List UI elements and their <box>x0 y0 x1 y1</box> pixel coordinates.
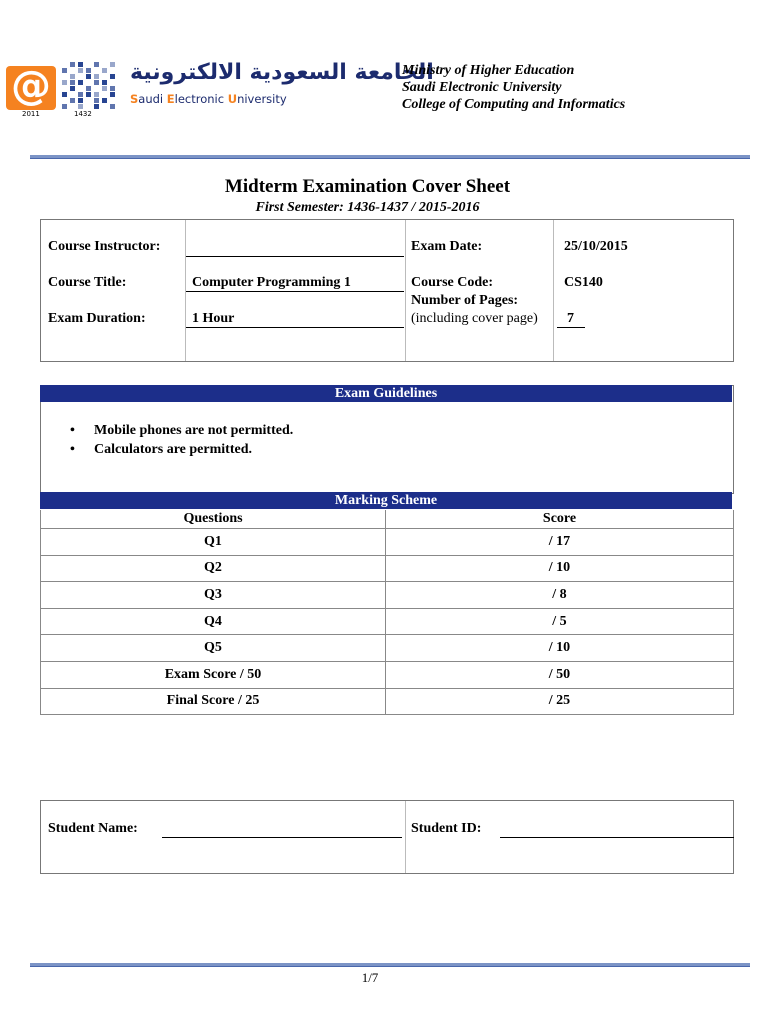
column-divider <box>405 220 406 361</box>
logo-pixel <box>70 62 75 67</box>
logo-pixel <box>110 86 115 91</box>
student-name-label: Student Name: <box>48 821 138 836</box>
logo-pixel <box>70 80 75 85</box>
logo-pixel <box>86 86 91 91</box>
student-id-label: Student ID: <box>411 821 482 836</box>
logo-pixel <box>110 62 115 67</box>
table-row <box>41 529 734 556</box>
score-cell: / 10 <box>386 555 734 582</box>
pages-sub-label: (including cover page) <box>411 311 538 326</box>
logo-pixel <box>62 104 67 109</box>
page-subtitle: First Semester: 1436-1437 / 2015-2016 <box>255 200 480 215</box>
logo-pixel <box>86 68 91 73</box>
exam-date-label: Exam Date: <box>411 239 483 254</box>
university-line: Saudi Electronic University <box>402 80 562 95</box>
guidelines-heading: Exam Guidelines <box>40 385 732 402</box>
logo-year-gregorian: 2011 <box>22 110 40 118</box>
logo-pixel <box>78 80 83 85</box>
score-cell: / 17 <box>386 529 734 556</box>
list-item: • Mobile phones are not permitted. <box>70 421 293 440</box>
table-row <box>41 582 734 609</box>
university-logo <box>6 60 434 122</box>
question-cell: Final Score / 25 <box>41 688 386 715</box>
course-instructor-field[interactable] <box>186 239 404 257</box>
list-item: • Calculators are permitted. <box>70 440 293 459</box>
logo-pixel <box>70 98 75 103</box>
score-cell: / 50 <box>386 661 734 688</box>
question-cell: Q5 <box>41 635 386 662</box>
logo-pixel <box>110 92 115 97</box>
logo-pixel <box>102 80 107 85</box>
logo-pixel <box>94 74 99 79</box>
score-cell: / 5 <box>386 608 734 635</box>
logo-pixel <box>78 98 83 103</box>
institution-header <box>402 62 625 113</box>
logo-english-name: Saudi Electronic University <box>130 92 287 106</box>
page-number: 1/7 <box>361 970 379 985</box>
marking-scheme-heading: Marking Scheme <box>40 492 732 509</box>
score-cell: / 8 <box>386 582 734 609</box>
question-cell: Q3 <box>41 582 386 609</box>
table-row <box>41 688 734 715</box>
logo-pixel <box>102 98 107 103</box>
logo-pixel <box>70 86 75 91</box>
table-header-row <box>41 510 734 529</box>
student-id-field[interactable] <box>500 821 734 838</box>
course-title-label: Course Title: <box>48 275 127 290</box>
course-code-label: Course Code: <box>411 275 494 290</box>
logo-pixel <box>62 80 67 85</box>
logo-pixel <box>62 92 67 97</box>
logo-pixel <box>62 68 67 73</box>
ministry-line: Ministry of Higher Education <box>402 63 575 78</box>
logo-pixel <box>94 104 99 109</box>
table-row <box>41 555 734 582</box>
logo-pixel <box>86 74 91 79</box>
logo-pixel <box>86 92 91 97</box>
logo-pixel <box>94 98 99 103</box>
column-divider <box>405 801 406 873</box>
bottom-divider <box>30 963 750 967</box>
course-instructor-label: Course Instructor: <box>48 239 161 254</box>
score-column-header: Score <box>386 510 734 529</box>
question-cell: Q2 <box>41 555 386 582</box>
logo-pixel <box>110 74 115 79</box>
page-title: Midterm Examination Cover Sheet <box>224 176 511 197</box>
question-cell: Exam Score / 50 <box>41 661 386 688</box>
logo-pixel <box>110 104 115 109</box>
college-line: College of Computing and Informatics <box>402 97 626 112</box>
questions-column-header: Questions <box>41 510 386 529</box>
marking-scheme-table <box>40 510 734 715</box>
table-row <box>41 661 734 688</box>
question-cell: Q4 <box>41 608 386 635</box>
exam-duration-label: Exam Duration: <box>48 311 146 326</box>
question-cell: Q1 <box>41 529 386 556</box>
exam-duration-value: 1 Hour <box>186 311 404 328</box>
exam-date-value: 25/10/2015 <box>564 239 628 254</box>
number-of-pages-value: 7 <box>557 311 585 328</box>
logo-pixel <box>70 74 75 79</box>
column-divider <box>553 220 554 361</box>
top-divider <box>30 155 750 159</box>
logo-pixel <box>78 104 83 109</box>
at-sign-icon: @ <box>11 63 51 109</box>
score-cell: / 10 <box>386 635 734 662</box>
course-code-value: CS140 <box>564 275 603 290</box>
logo-pixel <box>78 62 83 67</box>
number-of-pages-label: Number of Pages: <box>411 293 519 308</box>
student-name-field[interactable] <box>162 821 402 838</box>
guidelines-list <box>70 421 293 459</box>
logo-pixel <box>94 62 99 67</box>
logo-arabic-name: الجامعة السعودية الالكترونية <box>130 60 434 85</box>
table-row <box>41 635 734 662</box>
logo-pixel <box>94 92 99 97</box>
logo-pixel <box>78 92 83 97</box>
logo-pixel <box>102 68 107 73</box>
course-title-value: Computer Programming 1 <box>186 275 404 292</box>
logo-pixel <box>102 86 107 91</box>
table-row <box>41 608 734 635</box>
logo-pixel <box>94 80 99 85</box>
score-cell: / 25 <box>386 688 734 715</box>
logo-pixel <box>78 68 83 73</box>
logo-year-hijri: 1432 <box>74 110 92 118</box>
